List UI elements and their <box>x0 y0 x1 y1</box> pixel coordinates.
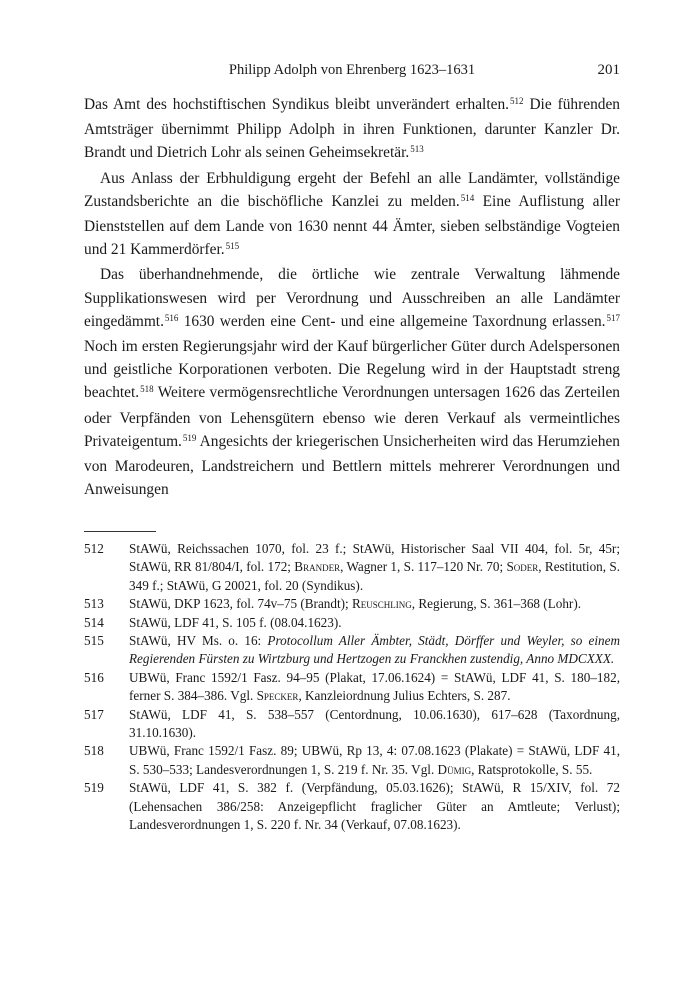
footnote-text: , Ratsprotokolle, S. 55. <box>471 761 593 777</box>
footnote-text: StAWü, Reichssachen 1070, fol. 23 f.; StAWü, Historischer Saal VII 404, fol. 5r, 45r; StAWü, RR 81/804/I, fol. 172; <box>129 541 620 575</box>
footnote-519 <box>84 779 620 834</box>
footnote-number: 514 <box>84 614 104 630</box>
footnote-ref-519[interactable]: 519 <box>182 432 197 443</box>
footnote-ref-518[interactable]: 518 <box>140 384 154 395</box>
footnote-ref-517[interactable]: 517 <box>606 312 620 323</box>
footnote-ref-512[interactable]: 512 <box>510 96 524 106</box>
footnote-number: 513 <box>84 596 104 612</box>
footnote-text: UBWü, Franc 1592/1 Fasz. 94–95 (Plakat, 17.06.1624) = StAWü, LDF 41, S. 180–182, ferner S. 384–386. Vgl. <box>129 669 620 704</box>
author-name: Soder <box>506 559 539 575</box>
author-name: Reuschling <box>352 596 412 612</box>
paragraph-2 <box>84 167 620 264</box>
footnote-number: 518 <box>84 743 104 759</box>
page-number: 201 <box>597 62 620 78</box>
footnote-text: , Restitution, S. 349 f.; StAWü, G 20021, fol. 20 (Syndikus). <box>129 559 621 593</box>
footnote-ref-515[interactable]: 515 <box>225 241 240 252</box>
running-title: Philipp Adolph von Ehrenberg 1623–1631 <box>228 62 476 78</box>
footnote-512 <box>84 540 620 595</box>
paragraph-3 <box>84 263 620 501</box>
author-name: Dümig <box>437 761 472 777</box>
footnote-number: 516 <box>84 669 104 685</box>
footnote-text: StAWü, LDF 41, S. 382 f. (Verpfändung, 05.03.1626); StAWü, R 15/XIV, fol. 72 (Lehensachen 386/258: Anzeigepflicht fraglicher Güter an Amtleute; Verlust); Landesverordnungen 1, S. 220 f. Nr. 34 (Verkauf, 07.08.1623). <box>129 780 620 833</box>
text-run: Aus Anlass der Erbhuldigung ergeht der Befehl an alle Landämter, vollständige Zustandsberichte an die bischöfliche Kanzlei zu melden. <box>84 169 620 210</box>
footnote-513 <box>84 595 620 613</box>
text-run: Das überhandnehmende, die örtliche wie zentrale Verwaltung lähmende Supplikationswesen wird per Verordnung und Ausschreiben an alle Landämter eingedämmt. <box>84 266 620 330</box>
author-name: Brander <box>294 559 341 575</box>
running-head <box>84 62 620 84</box>
footnote-number: 519 <box>84 780 104 796</box>
source-title: Protocollum Aller Ämbter, Städt, Dörffer und Weyler, so einem Regierenden Fürsten zu Wirtzburg und Hertzogen zu Franckhen zustendig, Anno MDCXXX. <box>129 633 620 667</box>
text-run: Weitere vermögensrechtliche Verordnungen untersagen 1626 das Zerteilen oder Verpfänden von Lehensgütern ebenso wie deren Verkauf als vermeintliches Privateigentum. <box>84 384 620 450</box>
footnote-text: StAWü, LDF 41, S. 105 f. (08.04.1623). <box>129 614 342 630</box>
footnote-515 <box>84 632 620 669</box>
text-run: Eine Auflistung aller Dienststellen auf dem Lande von 1630 nennt 44 Ämter, sieben selbständige Vogteien und 21 Kammerdörfer. <box>84 192 621 259</box>
author-name: Specker <box>256 688 299 704</box>
footnotes <box>84 540 620 835</box>
footnote-text: UBWü, Franc 1592/1 Fasz. 89; UBWü, Rp 13, 4: 07.08.1623 (Plakate) = StAWü, LDF 41, S. 530–533; Landesverordnungen 1, S. 219 f. Nr. 35. Vgl. <box>129 743 620 777</box>
footnote-text: , Regierung, S. 361–368 (Lohr). <box>411 596 582 612</box>
footnote-text: StAWü, DKP 1623, fol. 74v–75 (Brandt); <box>129 596 352 612</box>
text-run: 1630 werden eine Cent- und eine allgemeine Taxordnung erlassen. <box>178 312 606 330</box>
paragraph-1 <box>84 93 620 167</box>
text-run: Die führenden Amtsträger übernimmt Philipp Adolph in ihren Funktionen, darunter Kanzler Dr. Brandt und Dietrich Lohr als seinen Geheimsekretär. <box>84 96 620 162</box>
footnote-ref-514[interactable]: 514 <box>460 192 475 203</box>
footnote-516 <box>84 669 620 706</box>
body-text <box>84 93 620 501</box>
footnote-number: 512 <box>84 541 104 556</box>
footnote-number: 517 <box>84 706 104 722</box>
footnote-text: , Wagner 1, S. 117–120 Nr. 70; <box>340 559 507 575</box>
footnote-text: , Kanzleiordnung Julius Echters, S. 287. <box>298 688 511 704</box>
footnote-ref-516[interactable]: 516 <box>164 312 179 323</box>
footnote-517 <box>84 706 620 743</box>
text-run: Noch im ersten Regierungsjahr wird der Kauf bürgerlicher Güter durch Adelspersonen und geistliche Korporationen verboten. Die Regelung wird in der Hauptstadt streng beachtet. <box>84 338 620 402</box>
footnote-text: StAWü, HV Ms. o. 16: <box>129 633 268 649</box>
footnote-number: 515 <box>84 633 104 649</box>
footnote-divider <box>84 531 156 532</box>
footnote-514 <box>84 614 620 632</box>
footnote-ref-513[interactable]: 513 <box>410 144 424 155</box>
text-run: Angesichts der kriegerischen Unsicherheiten wird das Herumziehen von Marodeuren, Landstreichern und Bettlern mittels mehrerer Verordnungen und Anweisungen <box>84 432 620 499</box>
footnote-text: StAWü, LDF 41, S. 538–557 (Centordnung, 10.06.1630), 617–628 (Taxordnung, 31.10.1630). <box>129 706 620 741</box>
footnote-518 <box>84 742 620 779</box>
text-run: Das Amt des hochstiftischen Syndikus bleibt unverändert erhalten. <box>84 96 509 113</box>
